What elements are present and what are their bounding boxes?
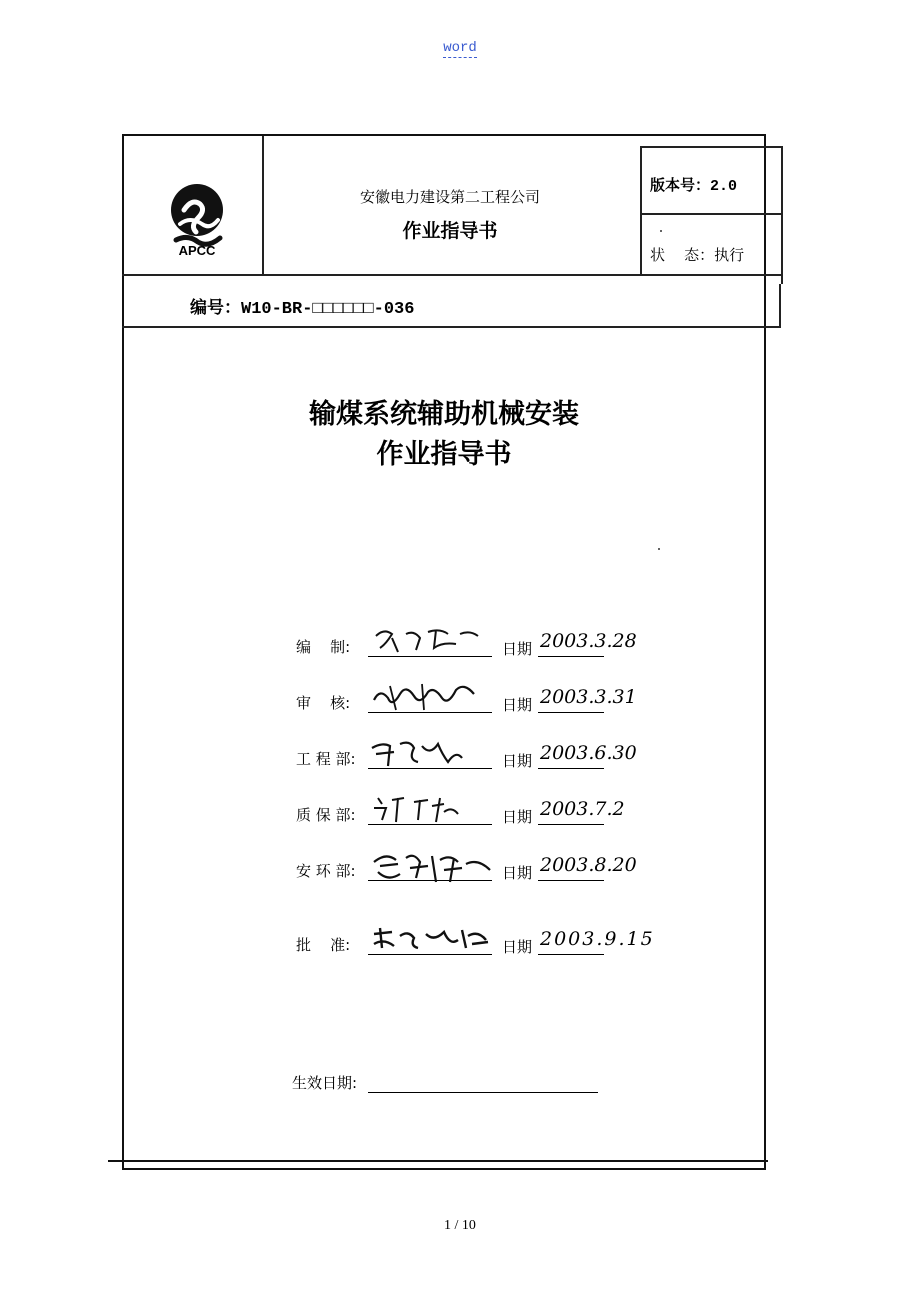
- handwritten-date: 2003.6.30: [540, 742, 637, 764]
- date-label: 日期: [502, 640, 533, 658]
- signoff-row-quality: [296, 798, 636, 828]
- date-line: [538, 712, 604, 713]
- handwritten-date: 2003.9.15: [540, 928, 655, 950]
- document-code: [190, 293, 414, 319]
- header-rule-middle: [640, 213, 782, 215]
- handwritten-date: 2003.7.2: [540, 798, 625, 820]
- code-row-right-edge: [779, 284, 781, 328]
- bottom-rule: [108, 1160, 768, 1162]
- signoff-row-engineering: [296, 742, 636, 772]
- signoff-row-safety: [296, 854, 656, 884]
- status-value: 执行: [714, 246, 745, 264]
- status-label: 状 态：: [650, 246, 715, 264]
- handwritten-signature: [370, 624, 490, 658]
- signoff-row-reviewed: [296, 686, 636, 716]
- speck: [658, 548, 660, 550]
- logo-text: APCC: [178, 243, 216, 258]
- effective-date-label: 生效日期:: [292, 1074, 358, 1092]
- date-line: [538, 656, 604, 657]
- date-line: [538, 768, 604, 769]
- date-label: 日期: [502, 696, 533, 714]
- signoff-label: 质 保 部:: [296, 806, 356, 824]
- version-field: [650, 174, 737, 195]
- speck: [660, 230, 662, 232]
- header-link-text[interactable]: word: [443, 40, 477, 56]
- code-row-rule: [122, 326, 780, 328]
- date-line: [538, 824, 604, 825]
- version-value: 2.0: [710, 178, 738, 195]
- header-divider-right: [640, 146, 642, 274]
- signoff-label: 编 制:: [296, 638, 351, 656]
- handwritten-signature: [370, 922, 500, 956]
- status-field: [650, 244, 744, 265]
- date-line: [538, 954, 604, 955]
- handwritten-date: 2003.8.20: [540, 854, 637, 876]
- signoff-label: 审 核:: [296, 694, 351, 712]
- signoff-label: 工 程 部:: [296, 750, 356, 768]
- page-number: 1 / 10: [444, 1218, 476, 1233]
- date-line: [538, 880, 604, 881]
- code-label: 编号：: [190, 298, 241, 318]
- date-label: 日期: [502, 864, 533, 882]
- document-type: 作业指导书: [402, 220, 498, 242]
- header-box-right-edge: [781, 146, 783, 284]
- header-rule-bottom: [122, 274, 782, 276]
- header-link[interactable]: [0, 40, 920, 56]
- company-name: 安徽电力建设第二工程公司: [359, 188, 540, 206]
- signoff-row-approved: [296, 928, 676, 958]
- date-label: 日期: [502, 752, 533, 770]
- date-label: 日期: [502, 808, 533, 826]
- document-title-line1: 输煤系统辅助机械安装: [309, 399, 579, 430]
- handwritten-signature: [370, 792, 490, 826]
- handwritten-date: 2003.3.31: [540, 686, 637, 708]
- header-rule-top-right: [640, 146, 782, 148]
- handwritten-signature: [370, 680, 490, 714]
- signoff-label: 安 环 部:: [296, 862, 356, 880]
- date-label: 日期: [502, 938, 533, 956]
- document-title-line2: 作业指导书: [376, 439, 512, 470]
- effective-date-line: [368, 1092, 598, 1093]
- handwritten-signature: [370, 736, 490, 770]
- handwritten-signature: [370, 848, 500, 888]
- signoff-row-prepared: [296, 630, 636, 660]
- signoff-label: 批 准:: [296, 936, 351, 954]
- code-value: W10-BR-□□□□□□-036: [241, 300, 415, 319]
- version-label: 版本号：: [650, 176, 711, 194]
- handwritten-date: 2003.3.28: [540, 630, 637, 652]
